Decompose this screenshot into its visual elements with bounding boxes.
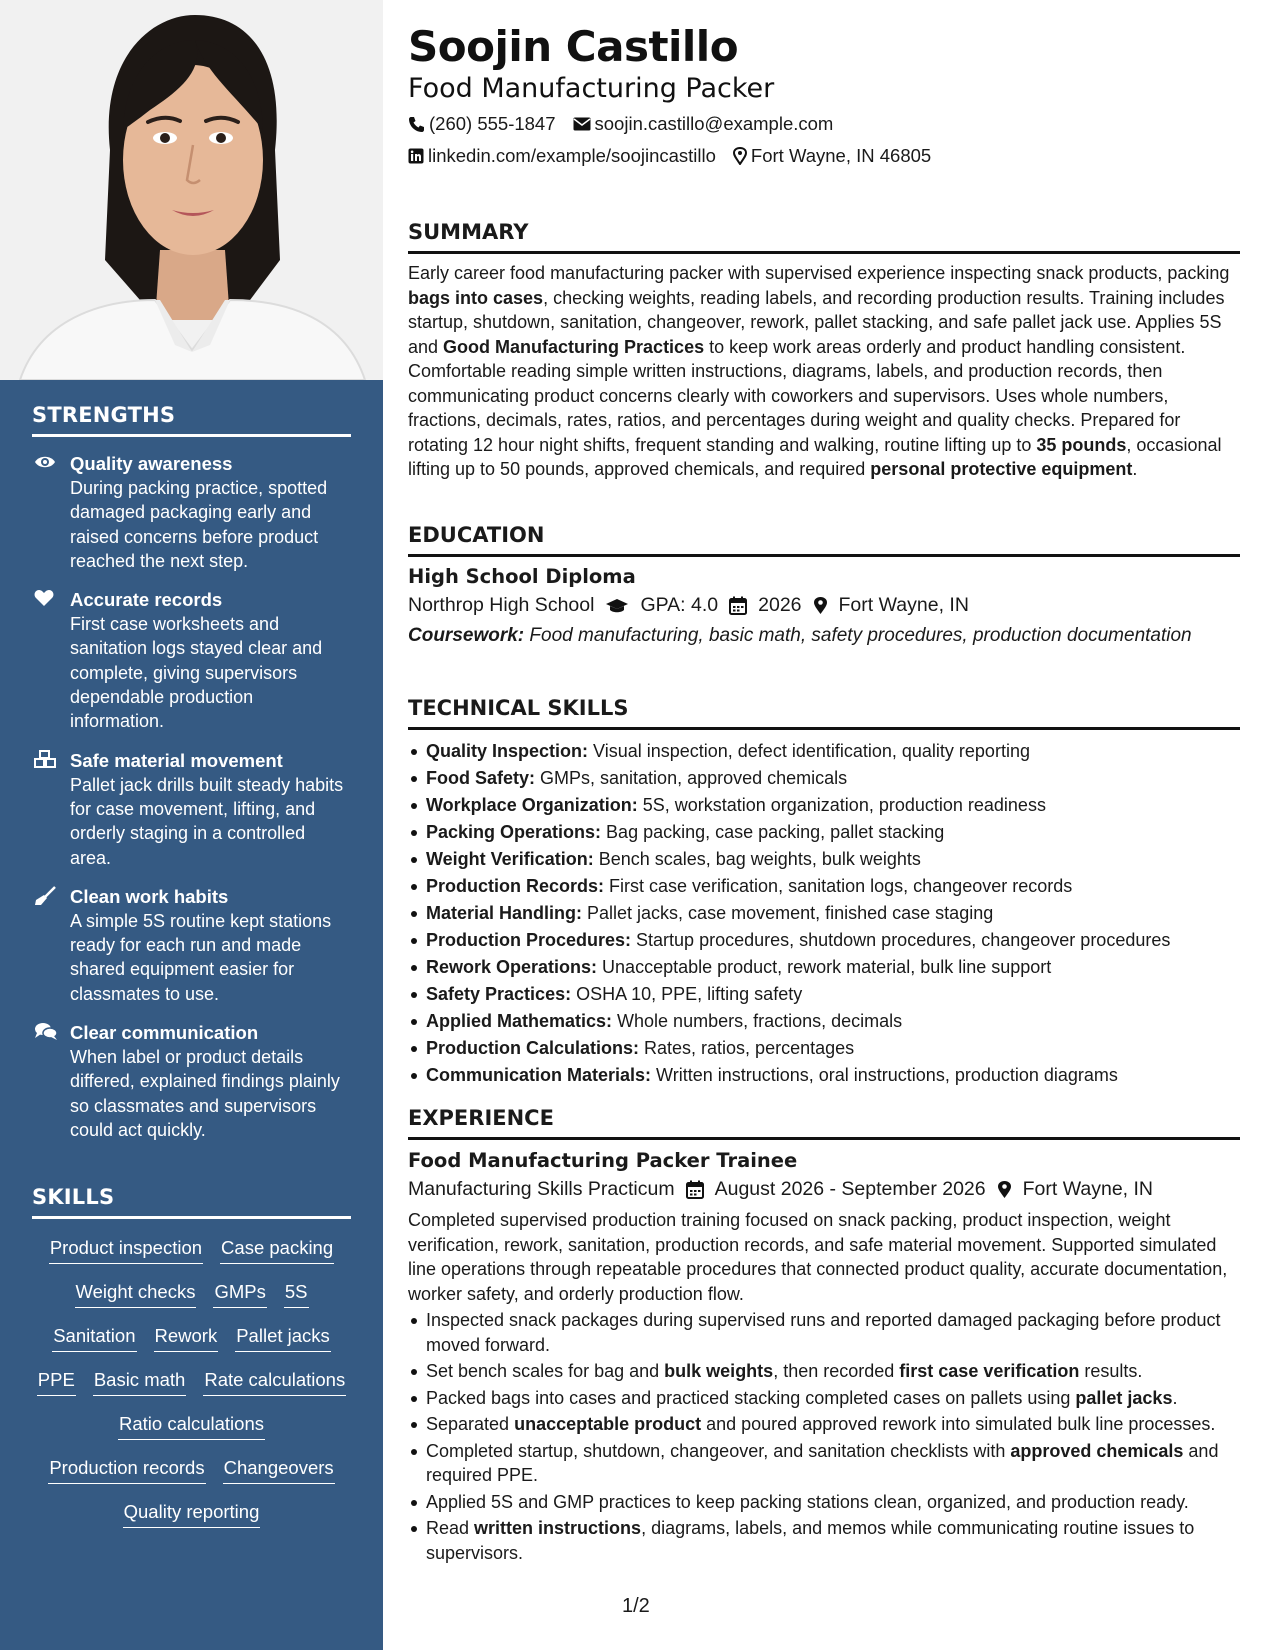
gpa-text: GPA: 4.0 (640, 594, 719, 616)
strength-title: Clear communication (70, 1022, 259, 1044)
skill-label: Workplace Organization: (426, 795, 638, 815)
skill-tag: Rework (154, 1323, 219, 1352)
summary-emphasis: Good Manufacturing Practices (443, 336, 705, 357)
sidebar (0, 0, 383, 1650)
bullet-text: results. (1079, 1361, 1143, 1381)
eye-icon (34, 453, 56, 473)
summary-fragment: , checking weights, reading labels, and recording production results. Training includes startup, shutdown, sanitation, changeover, rework, pallet stacking, and safe pallet jack use. Applies 5S and (408, 287, 1225, 357)
skill-label: Production Procedures: (426, 930, 632, 950)
bullet-text: Read (426, 1518, 475, 1538)
skill-label: Packing Operations: (426, 822, 602, 842)
bullet-text: Completed startup, shutdown, changeover, and sanitation checklists with (426, 1440, 1011, 1461)
comments-icon (34, 1022, 56, 1042)
skills-heading: SKILLS (32, 1185, 351, 1219)
bullet-text: , then recorded (773, 1361, 900, 1381)
boxes-icon (34, 750, 56, 770)
degree-title: High School Diploma (408, 565, 636, 588)
list-item (408, 1035, 1240, 1062)
list-item (408, 1386, 1240, 1411)
education-section (408, 523, 1240, 648)
skill-value: Unacceptable product, rework material, bulk line support (597, 957, 1052, 977)
summary-fragment: to keep work areas orderly and product handling consistent. Comfortable reading simple written instructions, diagrams, labels, and production records, then communicating product concerns clearly with coworkers and supervisors. Uses whole numbers, fractions, decimals, rates, ratios, and percentages during weight and quality checks. Prepared for rotating 12 hour night shifts, frequent standing and walking, routine lifting up to (408, 336, 1186, 455)
strengths-heading: STRENGTHS (32, 403, 351, 437)
skill-value: Written instructions, oral instructions, production diagrams (651, 1065, 1118, 1085)
page-number: 1/2 (622, 1595, 650, 1617)
skill-value: GMPs, sanitation, approved chemicals (535, 768, 848, 788)
broom-icon (34, 886, 56, 906)
skill-value: Bag packing, case packing, pallet stacking (601, 822, 945, 842)
strength-item (32, 885, 351, 1006)
list-item (408, 1490, 1240, 1515)
contact-line-2 (408, 145, 948, 167)
linkedin-icon (408, 148, 424, 164)
list-item (408, 927, 1240, 954)
summary-text (408, 261, 1240, 482)
contact-line-1 (408, 113, 850, 135)
bullet-text: Applied 5S and GMP practices to keep packing stations clean, organized, and production ready. (426, 1491, 1189, 1512)
graduation-cap-icon (605, 598, 629, 614)
list-item (408, 1516, 1240, 1565)
strength-item (32, 749, 351, 870)
linkedin-link[interactable]: linkedin.com/example/soojincastillo (428, 145, 716, 166)
skill-tag: Production records (48, 1455, 205, 1484)
bullet-text: , diagrams, labels, and memos while communicating routine issues to supervisors. (426, 1518, 1195, 1563)
skill-tag: Case packing (220, 1235, 334, 1264)
skills-section (32, 1185, 351, 1528)
experience-heading: EXPERIENCE (408, 1106, 1240, 1140)
calendar-icon (686, 1180, 704, 1199)
skill-tag: Quality reporting (123, 1499, 261, 1528)
job-description: Completed supervised production training focused on snack packing, product inspection, weight verification, rework, sanitation, production records, and safe material movement. Supported simulated line operations through repeatable procedures that connected product quality, accurate documentation, worker safety, and orderly production flow. (408, 1210, 1228, 1304)
skill-tag: Basic math (93, 1367, 187, 1396)
skill-value: Visual inspection, defect identification, quality reporting (588, 741, 1030, 761)
education-heading: EDUCATION (408, 523, 1240, 557)
location-text: Fort Wayne, IN 46805 (750, 145, 932, 166)
list-item (408, 1062, 1240, 1089)
strength-item (32, 1021, 351, 1142)
email-contact[interactable] (573, 113, 834, 135)
skill-tag: Ratio calculations (118, 1411, 265, 1440)
technical-skills-heading: TECHNICAL SKILLS (408, 696, 1240, 730)
bullet-emphasis: first case verification (899, 1361, 1080, 1381)
candidate-name: Soojin Castillo (408, 22, 739, 71)
bullet-text: Set bench scales for bag and (426, 1361, 665, 1381)
summary-fragment: , occasional lifting up to 50 pounds, approved chemicals, and required (408, 434, 1222, 479)
bullet-emphasis: unacceptable product (514, 1414, 702, 1434)
list-item (408, 819, 1240, 846)
experience-bullets (408, 1308, 1240, 1565)
list-item (408, 738, 1240, 765)
strength-desc: First case worksheets and sanitation logs stayed clear and complete, giving supervisors dependable production information. (70, 614, 323, 732)
list-item (408, 1439, 1240, 1488)
skill-tag: Rate calculations (203, 1367, 346, 1396)
summary-emphasis: personal protective equipment (870, 459, 1133, 479)
bullet-emphasis: bulk weights (664, 1361, 774, 1381)
bullet-text: Inspected snack packages during supervised runs and reported damaged packaging before product moved forward. (426, 1310, 1221, 1355)
skill-value: Pallet jacks, case movement, finished case staging (582, 903, 994, 923)
map-pin-icon (813, 596, 828, 615)
skill-value: Startup procedures, shutdown procedures, changeover procedures (631, 930, 1171, 950)
job-meta (408, 1178, 1240, 1201)
skills-cloud (32, 1235, 351, 1528)
list-item (408, 792, 1240, 819)
envelope-icon (573, 117, 591, 131)
candidate-title: Food Manufacturing Packer (408, 73, 775, 104)
education-meta (408, 594, 1240, 617)
list-item (408, 1412, 1240, 1437)
skill-label: Weight Verification: (426, 849, 594, 869)
technical-skills-list (408, 738, 1240, 1089)
summary-heading: SUMMARY (408, 220, 1240, 254)
bullet-text: and required PPE. (426, 1440, 1219, 1485)
summary-emphasis: bags into cases (408, 287, 544, 308)
skill-label: Safety Practices: (426, 984, 572, 1004)
strength-item (32, 452, 351, 573)
list-item (408, 1308, 1240, 1357)
heart-icon (34, 589, 56, 609)
skill-value: 5S, workstation organization, production readiness (637, 795, 1046, 815)
strength-desc: Pallet jack drills built steady habits for case movement, lifting, and orderly staging in a controlled area. (70, 774, 344, 868)
strength-title: Safe material movement (70, 749, 283, 771)
list-item (408, 1008, 1240, 1035)
bullet-text: Separated (426, 1414, 515, 1434)
skill-value: Bench scales, bag weights, bulk weights (593, 849, 921, 869)
skill-value: Whole numbers, fractions, decimals (612, 1011, 903, 1031)
skill-tag: Changeovers (223, 1455, 335, 1484)
phone-text: (260) 555-1847 (429, 113, 556, 134)
list-item (408, 900, 1240, 927)
map-pin-icon (733, 147, 747, 165)
skill-tag: Product inspection (49, 1235, 203, 1264)
school-name: Northrop High School (408, 594, 595, 616)
job-role: Food Manufacturing Packer Trainee (408, 1149, 798, 1172)
skill-tag: PPE (37, 1367, 76, 1396)
strength-title: Clean work habits (70, 885, 229, 907)
bullet-emphasis: approved chemicals (1010, 1440, 1184, 1461)
skill-value: First case verification, sanitation logs, changeover records (604, 876, 1073, 896)
skill-label: Production Records: (426, 876, 605, 896)
bullet-emphasis: written instructions (474, 1518, 642, 1538)
list-item (408, 765, 1240, 792)
skill-label: Production Calculations: (426, 1038, 640, 1058)
skill-label: Quality Inspection: (426, 741, 589, 761)
profile-photo (0, 0, 383, 380)
strength-item (32, 588, 351, 733)
skill-tag: Pallet jacks (235, 1323, 331, 1352)
phone-icon (408, 116, 425, 133)
strength-title: Quality awareness (70, 453, 233, 474)
list-item (408, 981, 1240, 1008)
education-location: Fort Wayne, IN (838, 594, 969, 616)
bullet-text: . (1172, 1387, 1178, 1408)
graduation-year: 2026 (758, 594, 802, 616)
location-contact (733, 145, 931, 167)
job-organization: Manufacturing Skills Practicum (408, 1178, 675, 1200)
bullet-text: and poured approved rework into simulated bulk line processes. (701, 1414, 1216, 1434)
skill-label: Rework Operations: (426, 957, 598, 977)
coursework-text: Food manufacturing, basic math, safety procedures, production documentation (524, 625, 1192, 646)
coursework-label: Coursework: (408, 625, 525, 646)
skill-tag: Weight checks (75, 1279, 197, 1308)
strength-desc: During packing practice, spotted damaged packaging early and raised concerns before product reached the next step. (70, 478, 328, 571)
summary-fragment: Early career food manufacturing packer with supervised experience inspecting snack products, packing (408, 263, 1230, 283)
linkedin-contact[interactable] (408, 145, 716, 167)
strength-desc: When label or product details differed, explained findings plainly so classmates and supervisors could act quickly. (70, 1047, 340, 1140)
list-item (408, 873, 1240, 900)
skill-value: OSHA 10, PPE, lifting safety (571, 984, 803, 1004)
skill-tag: 5S (284, 1279, 309, 1308)
skill-value: Rates, ratios, percentages (639, 1038, 855, 1058)
phone-contact (408, 113, 556, 135)
summary-section (408, 220, 1240, 482)
skill-tag: GMPs (213, 1279, 266, 1308)
list-item (408, 1359, 1240, 1384)
skill-label: Material Handling: (426, 903, 583, 923)
strength-desc: A simple 5S routine kept stations ready for each run and made shared equipment easier for classmates to use. (70, 910, 332, 1004)
skill-label: Applied Mathematics: (426, 1011, 613, 1031)
map-pin-icon (997, 1180, 1012, 1199)
list-item (408, 846, 1240, 873)
email-link[interactable]: soojin.castillo@example.com (594, 113, 834, 134)
technical-skills-section (408, 696, 1240, 1089)
experience-section (408, 1106, 1240, 1567)
bullet-emphasis: pallet jacks (1075, 1387, 1173, 1408)
list-item (408, 954, 1240, 981)
skill-label: Communication Materials: (426, 1065, 652, 1085)
bullet-text: Packed bags into cases and practiced stacking completed cases on pallets using (426, 1387, 1076, 1408)
summary-emphasis: 35 pounds (1036, 434, 1127, 455)
coursework (408, 624, 1240, 648)
job-location: Fort Wayne, IN (1022, 1178, 1154, 1200)
skill-label: Food Safety: (426, 768, 536, 788)
job-dates: August 2026 - September 2026 (714, 1178, 986, 1200)
strength-title: Accurate records (70, 589, 223, 611)
calendar-icon (729, 596, 747, 615)
strengths-section (32, 403, 351, 1142)
skill-tag: Sanitation (52, 1323, 136, 1352)
summary-fragment: . (1132, 459, 1138, 479)
